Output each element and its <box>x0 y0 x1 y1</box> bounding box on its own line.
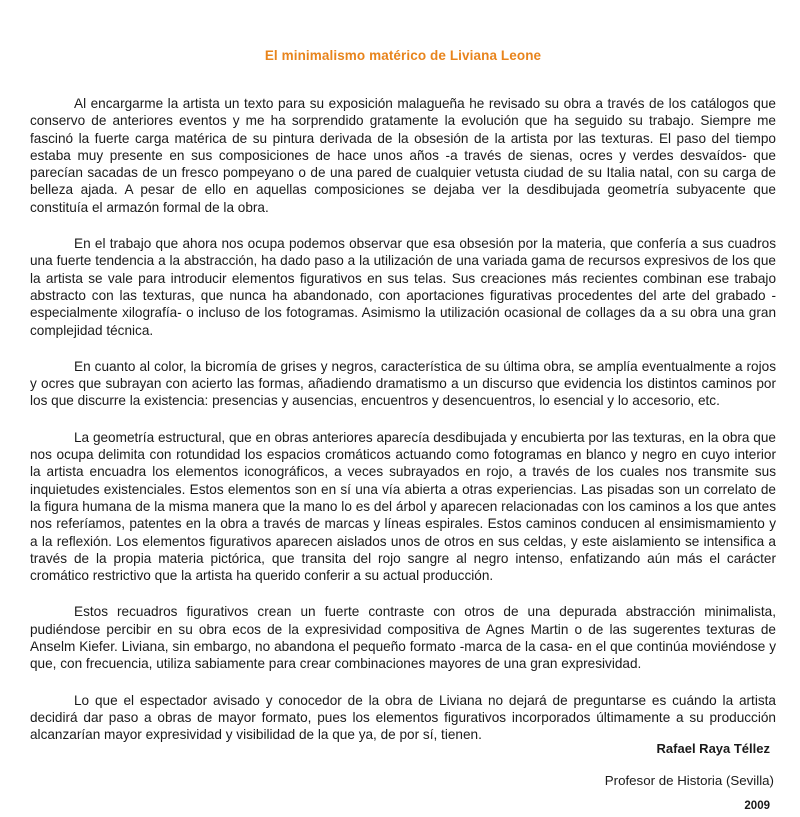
author-affiliation: Profesor de Historia (Sevilla) <box>604 773 774 788</box>
paragraph-1: Al encargarme la artista un texto para su exposición malagueña he revisado su obra a través de los catálogos que conservo de anteriores eventos y me ha sorprendido gratamente la evolución que ha seguido su trabajo. Siempre me fascinó la fuerte carga matérica de su pintura derivada de la obsesión de la artista por las texturas. El paso del tiempo estaba muy presente en sus composiciones de hace unos años -a través de sienas, ocres y verdes desvaídos- que parecían sacadas de un fresco pompeyano o de una pared de cualquier vetusta ciudad de su Italia natal, con su carga de belleza ajada. A pesar de ello en aquellas composiciones se dejaba ver la desdibujada geometría subyacente que constituía el armazón formal de la obra. <box>30 96 776 215</box>
paragraph-3: En cuanto al color, la bicromía de grises y negros, característica de su última obra, se amplía eventualmente a rojos y ocres que subrayan con acierto las formas, añadiendo dramatismo a un discurso que evidencia los distintos caminos por los que discurre la existencia: presencias y ausencias, encuentros y desencuentros, lo esencial y lo accesorio, etc. <box>30 358 776 409</box>
paragraph-2: En el trabajo que ahora nos ocupa podemos observar que esa obsesión por la materia, que confería a sus cuadros una fuerte tendencia a la abstracción, ha dado paso a la utilización de una variada gama de recursos expresivos de los que la artista se vale para introducir elementos figurativos en sus telas. Sus creaciones más recientes combinan ese trabajo abstracto con las texturas, que nunca ha abandonado, con aportaciones figurativas procedentes del arte del grabado -especialmente xilografía- o incluso de los fotogramas. Asimismo la utilización ocasional de collages da a su obra una gran complejidad técnica. <box>30 236 776 338</box>
paragraph-4: La geometría estructural, que en obras anteriores aparecía desdibujada y encubierta por las texturas, en la obra que nos ocupa delimita con rotundidad los espacios cromáticos actuando como fotogramas en blanco y negro en cuyo interior la artista encuadra los elementos iconográficos, a veces subrayados en rojo, a través de los cuales nos transmite sus inquietudes existenciales. Estos elementos son en sí una vía abierta a otras experiencias. Las pisadas son un correlato de la figura humana de la misma manera que la mano lo es del árbol y aparecen relacionadas con los caminos a los que antes nos referíamos, patentes en la obra a través de marcas y líneas espirales. Estos caminos conducen al ensimismamiento y a la reflexión. Los elementos figurativos aparecen aislados unos de otros en sus celdas, y este aislamiento se intensifica a través de la propia materia pictórica, que transita del rojo sangre al negro intenso, enfatizando aún más el carácter cromático restrictivo que la artista ha querido conferir a su actual producción. <box>30 429 776 584</box>
document-title: El minimalismo matérico de Liviana Leone <box>264 48 542 63</box>
document-body <box>30 95 776 744</box>
author-signature: Rafael Raya Téllez <box>656 741 770 756</box>
paragraph-5: Estos recuadros figurativos crean un fuerte contraste con otros de una depurada abstracción minimalista, pudiéndose percibir en su obra ecos de la expresividad compositiva de Agnes Martin o de las sugerentes texturas de Anselm Kiefer. Liviana, sin embargo, no abandona el pequeño formato -marca de la casa- en el que continúa moviéndose y que, con frecuencia, utiliza sabiamente para crear combinaciones mayores de una gran expresividad. <box>30 604 776 672</box>
document-year: 2009 <box>744 800 770 812</box>
paragraph-6: Lo que el espectador avisado y conocedor de la obra de Liviana no dejará de preguntarse es cuándo la artista decidirá dar paso a obras de mayor formato, pues los elementos figurativos incorporados últimamente a su producción alcanzarían mayor expresividad y visibilidad de la que ya, de por sí, tienen. <box>30 692 776 743</box>
